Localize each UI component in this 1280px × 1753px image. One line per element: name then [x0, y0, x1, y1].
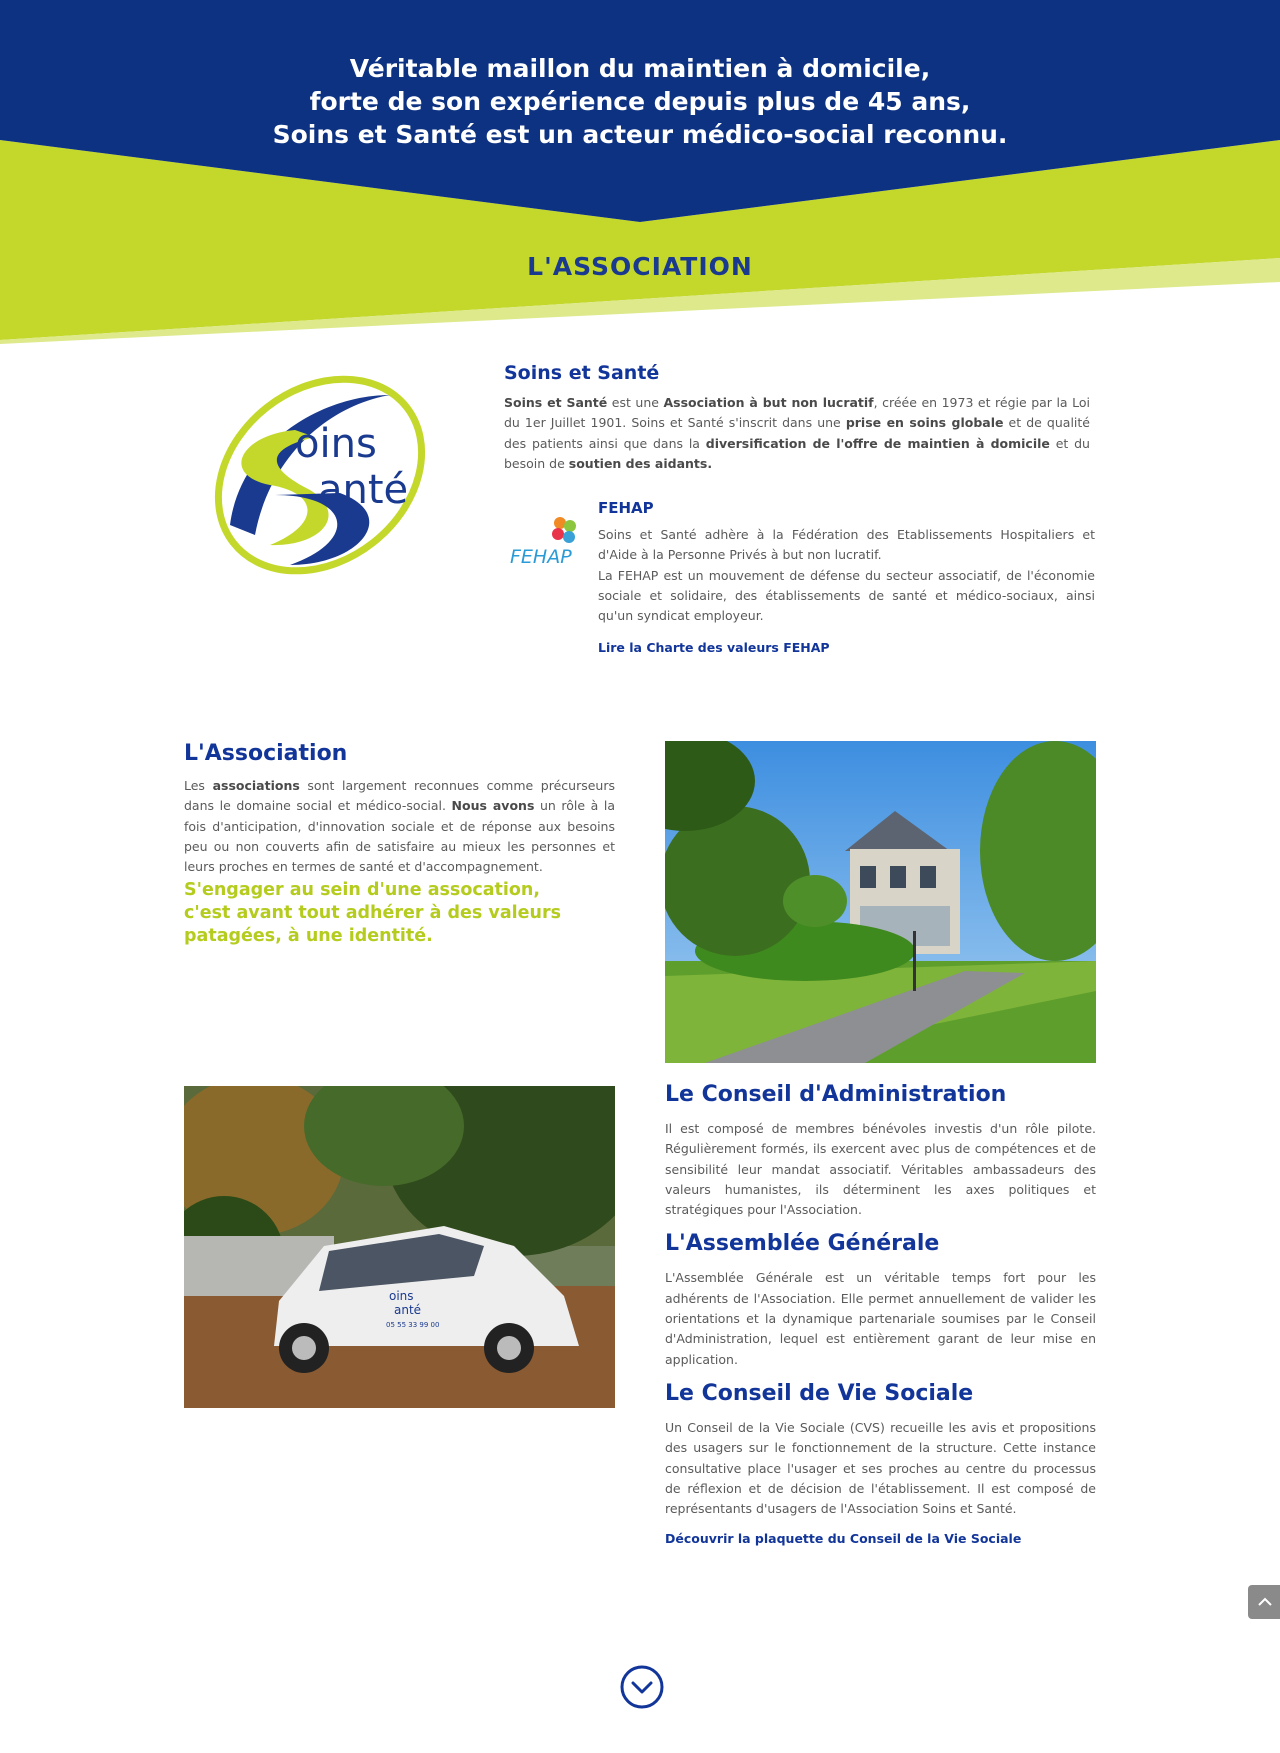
- chevron-down-circle-icon: [619, 1664, 665, 1710]
- assoc-bold-2: Nous avons: [451, 798, 535, 814]
- intro-text-2: , créée en 1973 et régie par la Loi du 1er Juillet 1901. Soins et Santé s'inscrit dans une: [504, 395, 1090, 431]
- fehap-paragraph-2: La FEHAP est un mouvement de défense du secteur associatif, de l'économie sociale et solidaire, des établissements de santé et médico-sociaux, ainsi qu'un syndicat employeur.: [598, 567, 1095, 624]
- hero-line-1: Véritable maillon du maintien à domicile,: [349, 54, 931, 83]
- association-section: [184, 741, 615, 948]
- car-logo-oins: oins: [389, 1289, 414, 1303]
- fehap-section: [598, 499, 1095, 655]
- intro-bold-5: soutien des aidants.: [568, 455, 713, 471]
- intro-text-3: et de qualité des patients ainsi que dans la: [504, 415, 1090, 451]
- general-assembly-title: L'Assemblée Générale: [665, 1231, 940, 1257]
- fehap-paragraph-1: Soins et Santé adhère à la Fédération des Etablissements Hospitaliers et d'Aide à la Personne Privés à but non lucratif.: [598, 527, 1095, 563]
- general-assembly-paragraph: L'Assemblée Générale est un véritable temps fort pour les adhérents de l'Association. Elle permet annuellement de valider les orientations et la dynamique partenariale soumises par le Conseil d'Administration, lequel est entièrement garant de leur mise en application.: [665, 1270, 1096, 1367]
- assoc-text-1: Les: [184, 778, 213, 793]
- quote-line-1: S'engager au sein d'une assocation,: [184, 880, 541, 901]
- intro-bold-1: Soins et Santé: [504, 395, 608, 410]
- assoc-text-2: sont largement reconnues comme précurseurs dans le domaine social et médico-social.: [184, 778, 616, 814]
- car-phone: 05 55 33 99 00: [386, 1321, 440, 1329]
- assoc-bold-1: associations: [212, 778, 300, 793]
- car-photo: [184, 1086, 615, 1408]
- intro-section: [504, 362, 1090, 474]
- social-council-brochure-link[interactable]: Découvrir la plaquette du Conseil de la Vie Sociale: [665, 1531, 1022, 1547]
- hero-line-2: forte de son expérience depuis plus de 45 ans,: [309, 87, 971, 116]
- fehap-title: FEHAP: [598, 499, 654, 517]
- car-logo-ante: anté: [394, 1303, 422, 1317]
- intro-text-4: et du besoin de: [504, 435, 1090, 471]
- fehap-charter-link[interactable]: Lire la Charte des valeurs FEHAP: [598, 640, 830, 656]
- soins-sante-logo: [200, 375, 440, 585]
- general-assembly-block: [665, 1231, 1096, 1369]
- social-council-paragraph: Un Conseil de la Vie Sociale (CVS) recueille les avis et propositions des usagers sur le fonctionnement de la structure. Cette instance consultative place l'usager et ses proches au centre du processus de réflexion et de décision de l'établissement. Il est composé de représentants d'usagers de l'Association Soins et Santé.: [665, 1419, 1096, 1517]
- board-title: Le Conseil d'Administration: [665, 1082, 1007, 1107]
- intro-title: Soins et Santé: [504, 362, 660, 384]
- social-council-block: [665, 1381, 1096, 1546]
- intro-paragraph: [504, 393, 1090, 474]
- intro-bold-4: diversification de l'offre de maintien à domicile: [705, 435, 1050, 451]
- intro-text-1: est une: [607, 395, 664, 410]
- logo-text-ante: anté: [318, 467, 409, 513]
- chevron-up-icon: [1248, 1585, 1280, 1619]
- governance-section: [665, 1082, 1096, 1557]
- intro-bold-2: Association à but non lucratif: [663, 395, 874, 410]
- hero-banner: [0, 0, 1280, 345]
- fehap-logo-text: FEHAP: [510, 546, 572, 568]
- association-quote: [184, 879, 615, 948]
- scroll-top-button[interactable]: [1248, 1585, 1280, 1619]
- section-title: L'ASSOCIATION: [527, 252, 753, 281]
- fehap-logo: [508, 513, 584, 573]
- board-paragraph: Il est composé de membres bénévoles investis d'un rôle pilote. Régulièrement formés, ils exercent avec plus de compétences et de sensibilité leur mandat associatif. Véritables ambassadeurs des valeurs humanistes, ils déterminent les axes politiques et stratégiques pour l'Association.: [665, 1121, 1096, 1218]
- intro-bold-3: prise en soins globale: [845, 415, 1004, 431]
- quote-line-2: c'est avant tout adhérer à des valeurs: [184, 903, 562, 924]
- hero-line-3: Soins et Santé est un acteur médico-social reconnu.: [272, 120, 1008, 149]
- board-block: [665, 1082, 1096, 1220]
- quote-line-3: patagées, à une identité.: [184, 926, 433, 947]
- social-council-title: Le Conseil de Vie Sociale: [665, 1380, 974, 1406]
- logo-text-oins: oins: [295, 421, 377, 467]
- hero-tagline: [0, 52, 1280, 151]
- scroll-down-button[interactable]: [619, 1664, 665, 1710]
- house-photo: [665, 741, 1096, 1063]
- assoc-text-3: un rôle à la fois d'anticipation, d'innovation sociale et de réponse aux besoins peu ou non couverts afin de satisfaire au mieux les personnes et leurs proches en termes de santé et d'accompagnement.: [184, 798, 616, 875]
- association-paragraph: [184, 776, 615, 877]
- association-title: L'Association: [184, 741, 348, 766]
